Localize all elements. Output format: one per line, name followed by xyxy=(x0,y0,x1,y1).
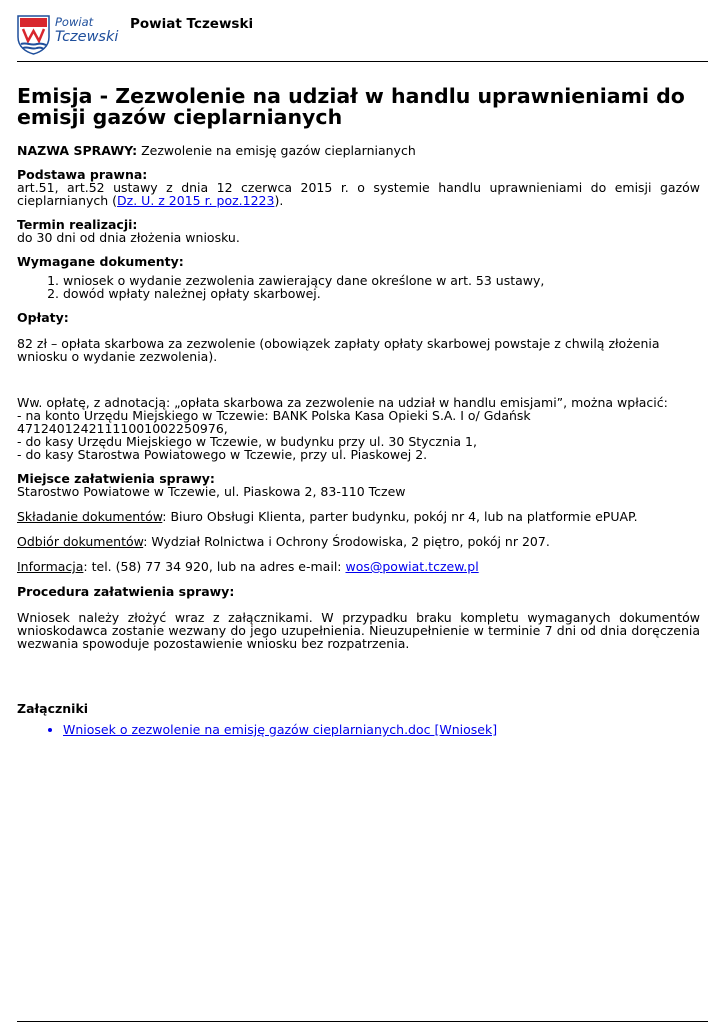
location xyxy=(17,472,700,498)
location-value: Starostwo Powiatowe w Tczewie, ul. Piaskowa 2, 83-110 Tczew xyxy=(17,484,406,499)
procedure-text: Wniosek należy złożyć wraz z załącznikami. W przypadku braku kompletu wymaganych dokumentów wnioskodawca zostanie wezwany do jego uzupełnienia. Nieuzupełnienie w terminie 7 dni od dnia doręczenia wezwania spowoduje pozostawienie wniosku bez rozpatrzenia. xyxy=(17,610,700,651)
case-name xyxy=(17,144,700,157)
attachments xyxy=(17,702,700,736)
logo-line-2: Tczewski xyxy=(55,29,119,45)
fees-text: 82 zł – opłata skarbowa za zezwolenie (obowiązek zapłaty opłaty skarbowej powstaje z chwilą złożenia wniosku o wydanie zezwolenia). xyxy=(17,336,660,364)
attachments-label: Załączniki xyxy=(17,701,89,716)
payment-line: - do kasy Urzędu Miejskiego w Tczewie, w budynku przy ul. 30 Stycznia 1, xyxy=(17,434,477,449)
list-item xyxy=(63,723,700,736)
information-label: Informacja xyxy=(17,559,84,574)
site-logo[interactable] xyxy=(17,13,119,57)
deadline xyxy=(17,218,700,244)
list-item: 2. dowód wpłaty należnej opłaty skarbowej. xyxy=(63,287,700,300)
collection xyxy=(17,535,700,548)
page-title: Emisja - Zezwolenie na udział w handlu uprawnieniami do emisji gazów cieplarnianych xyxy=(17,84,685,129)
information-value: : tel. (58) 77 34 920, lub na adres e-mail: xyxy=(83,559,346,574)
logo-line-1: Powiat xyxy=(55,15,94,29)
payment-line: - na konto Urzędu Miejskiego w Tczewie: BANK Polska Kasa Opieki S.A. I o/ Gdańsk xyxy=(17,408,531,423)
location-label: Miejsce załatwienia sprawy: xyxy=(17,471,215,486)
page-header xyxy=(17,13,708,62)
legal-basis-label: Podstawa prawna: xyxy=(17,167,148,182)
email-link[interactable]: wos@powiat.tczew.pl xyxy=(345,559,479,574)
submission-label: Składanie dokumentów xyxy=(17,509,163,524)
fees-label: Opłaty: xyxy=(17,310,69,325)
collection-value: : Wydział Rolnictwa i Ochrony Środowiska, 2 piętro, pokój nr 207. xyxy=(143,534,550,549)
case-name-label: NAZWA SPRAWY: xyxy=(17,143,138,158)
submission-value: : Biuro Obsługi Klienta, parter budynku, pokój nr 4, lub na platformie ePUAP. xyxy=(162,509,638,524)
legal-basis-text: art.51, art.52 ustawy z dnia 12 czerwca 2015 r. o systemie handlu uprawnieniami do emisji gazów cieplarnianych ( xyxy=(17,180,700,208)
payment-line: 47124012421111001002250976, xyxy=(17,421,228,436)
payment-info xyxy=(17,396,700,461)
procedure xyxy=(17,585,700,650)
legal-basis-text-end: ). xyxy=(274,193,284,208)
submission xyxy=(17,510,700,523)
procedure-label: Procedura załatwienia sprawy: xyxy=(17,584,235,599)
payment-line: Ww. opłatę, z adnotacją: „opłata skarbowa za zezwolenie na udział w handlu emisjami”, można wpłacić: xyxy=(17,395,668,410)
logo-wordmark xyxy=(55,16,118,46)
case-name-value: Zezwolenie na emisję gazów cieplarnianych xyxy=(141,143,416,158)
deadline-value: do 30 dni od dnia złożenia wniosku. xyxy=(17,230,240,245)
attachment-link[interactable]: Wniosek o zezwolenie na emisję gazów cieplarnianych.doc [Wniosek] xyxy=(63,722,498,737)
required-documents-label: Wymagane dokumenty: xyxy=(17,254,184,269)
header-divider xyxy=(17,61,708,62)
main-content xyxy=(17,86,700,736)
fees xyxy=(17,311,700,461)
payment-line: - do kasy Starostwa Powiatowego w Tczewie, przy ul. Piaskowej 2. xyxy=(17,447,428,462)
deadline-label: Termin realizacji: xyxy=(17,217,138,232)
required-documents-list xyxy=(63,274,700,300)
site-title: Powiat Tczewski xyxy=(130,16,254,32)
list-item: 1. wniosek o wydanie zezwolenia zawierający dane określone w art. 53 ustawy, xyxy=(63,274,700,287)
attachments-list xyxy=(63,723,700,736)
legal-basis xyxy=(17,168,700,207)
footer-divider xyxy=(17,1021,708,1022)
required-documents xyxy=(17,255,700,300)
collection-label: Odbiór dokumentów xyxy=(17,534,144,549)
information xyxy=(17,560,700,573)
coat-of-arms-icon xyxy=(17,15,50,55)
journal-of-laws-link[interactable]: Dz. U. z 2015 r. poz.1223 xyxy=(117,193,275,208)
